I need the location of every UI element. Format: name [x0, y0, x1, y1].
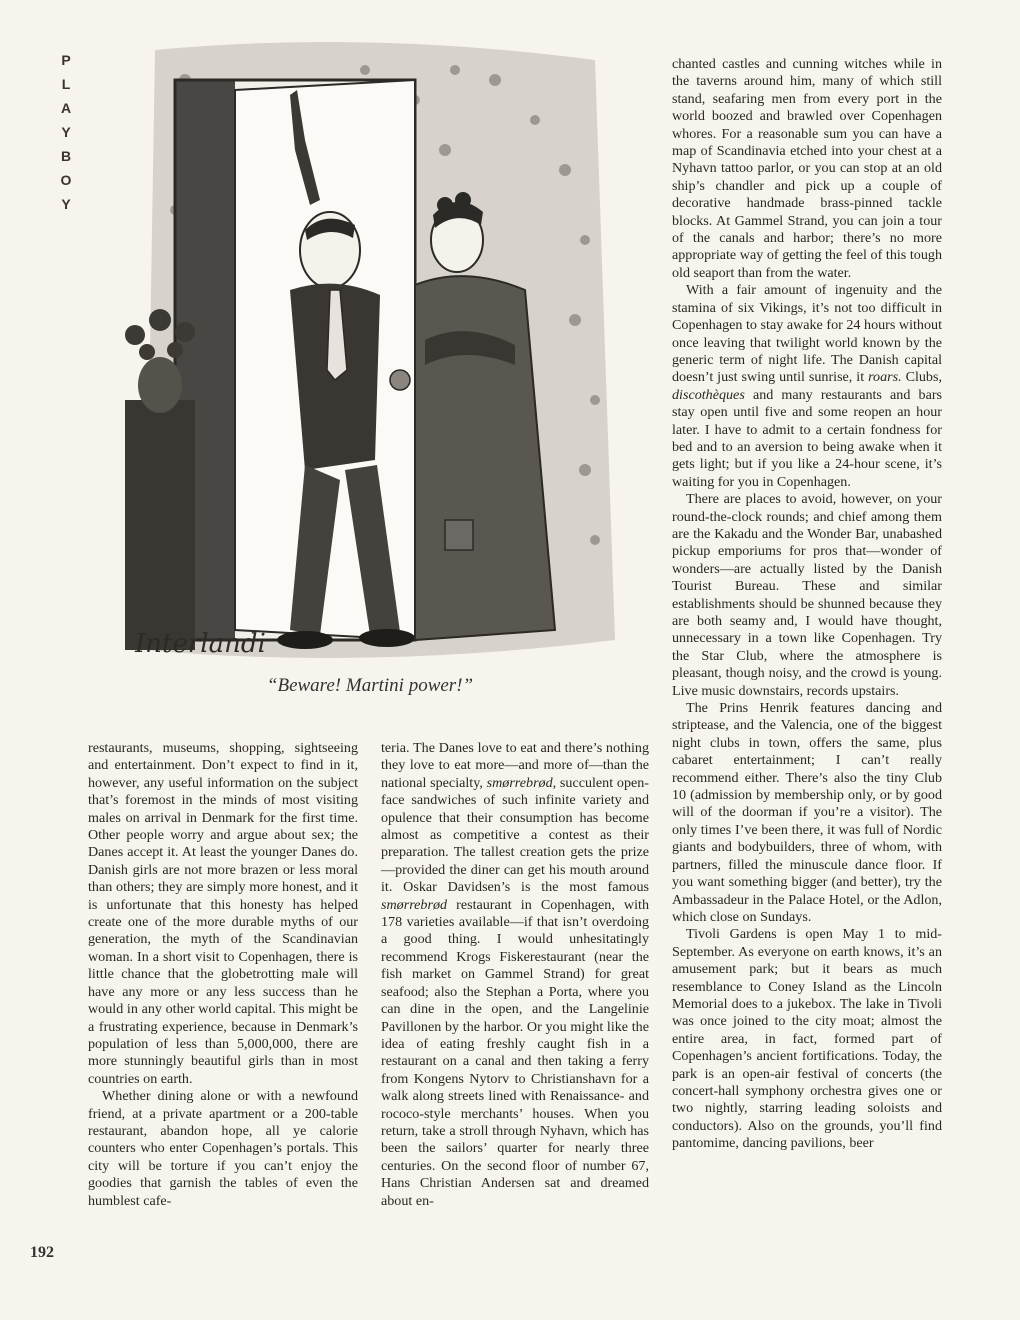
text-run: restaurant in Copenhagen, with 178 varieties available—if that isn’t overdoing a good thing. I would unhesitatingly recommend Krogs Fiskerestaurant (near the fish market on Gammel Strand) for great seafood; also the Stephan a Porta, where you can dine in the open, and the Langelinie Pavillonen by the harbor. Or you might like the idea of eating freshly caught fish in a restaurant on a canal and then taking a ferry from Kongens Nytorv to Christianshavn for a walk along streets lined with Renaissance- and rococo-style merchants’ houses. When you return, take a stroll through Nyhavn, which has been the sailors’ quarter for nearly three centuries. On the second floor of number 67, Hans Christian Andersen sat and dreamed about en- [381, 896, 649, 1209]
running-head [55, 48, 77, 216]
running-head-letter: Y [61, 196, 71, 212]
paragraph: Whether dining alone or with a newfound friend, at a private apartment or a 200-table restaurant, abandon hope, all ye calorie counters who enter Copenhagen’s portals. This city will be torture if you can’t enjoy the goodies that garnish the tables of even the humblest cafe- [88, 1088, 358, 1209]
text-run: Clubs, [901, 369, 942, 386]
text-run: and many restaurants and bars stay open until five and some reopen an hour later. I have to admit to a certain fondness for bed and to an aversion to being awake when it gets light; but if you like a 24-hour scene, it’s waiting for you in Copenhagen. [672, 386, 942, 490]
artist-signature: Interlandi [135, 629, 266, 659]
page-number: 192 [30, 1244, 54, 1261]
italic-term: smørrebrød, [486, 774, 557, 791]
cartoon-illustration [115, 40, 625, 680]
running-head-letter: A [60, 100, 72, 116]
article-column-3 [672, 56, 942, 1153]
vase [138, 357, 182, 413]
paragraph [672, 282, 942, 491]
paragraph [381, 740, 649, 1210]
paragraph: Tivoli Gardens is open May 1 to mid-September. As everyone on earth knows, it’s an amusement park; but it bears as much resemblance to Coney Island as the Lincoln Memorial does to a jukebox. The lake in Tivoli was once joined to the city moat; almost the entire area, in fact, formed part of Copenhagen’s ancient fortifications. Today, the park is an open-air festival of concerts (the concert-hall symphony orchestra gives one or two nightly, starring leading soloists and conductors). Also on the grounds, you’ll find pantomime, dancing pavilions, beer [672, 926, 942, 1152]
paragraph: There are places to avoid, however, on your round-the-clock rounds; and chief among them are the Kakadu and the Wonder Bar, unabashed pickup emporiums for pros that—wonder of wonders—are actually listed by the Danish Tourist Bureau. These and similar establishments should be shunned because they are both seamy and, I would have thought, unnecessary in a town like Copenhagen. Try the Star Club, where the atmosphere is pleasant, though noisy, and the crowd is young. Live music downstairs, records upstairs. [672, 491, 942, 699]
paragraph: chanted castles and cunning witches while in the taverns around him, many of which still stand, seafaring men from every port in the world boozed and brawled over Copenhagen whores. For a reasonable sum you can have a map of Scandinavia etched into your chest at a Nyhavn tattoo parlor, or you can stop at an old ship’s chandler and pick up a couple of decorative handmade brass-pinned tackle blocks. At Gammel Strand, you can join a tour of the canals and harbor; there’s no more appropriate way of getting the feel of this tough old seaport than from the water. [672, 56, 942, 281]
paragraph: The Prins Henrik features dancing and striptease, and the Valencia, one of the biggest night clubs in town, offers the same, plus cabaret entertainment; I can’t really recommend either. There’s also the tiny Club 10 (admission by membership only, or by good will of the doorman if you’re a visitor). The only times I’ve been there, it was full of Nordic giants and bodybuilders, three of whom, with partners, filled the minuscule dance floor. If you want something bigger (and better), try the Ambassadeur in the Palace Hotel, or the Adlon, which close on Sundays. [672, 700, 942, 925]
side-table [125, 400, 195, 650]
article-column-2 [381, 740, 649, 1210]
cartoon-caption: “Beware! Martini power!” [266, 675, 474, 696]
text-run: succulent open-face sandwiches of such infinite variety and opulence that their consumption has become almost as competitive a contest as their preparation. The tallest creation gets the prize—provided the diner can get his mouth around it. Oskar Davidsen’s is the most famous [381, 774, 649, 896]
paragraph: restaurants, museums, shopping, sightseeing and entertainment. Don’t expect to find in it, however, any useful information on the subject that’s foremost in the minds of most visiting males on arrival in Denmark for the first time. Other people worry and argue about sex; the Danes accept it. At least the younger Danes do. Danish girls are not more brazen or less moral than others; they are simply more honest, and it is unfortunate that this honesty has helped create one of the more durable myths of our generation, the myth of the Scandinavian woman. In a short visit to Copenhagen, there is little chance that the globetrotting male will have any more or any less success than he would in any other world capital. This might be a frustrating experience, because in Denmark’s population of less than 5,000,000, there are more stunningly beautiful girls than in most countries on earth. [88, 740, 358, 1087]
italic-term: roars. [868, 369, 902, 386]
text-run: With a fair amount of ingenuity and the stamina of six Vikings, it’s not too difficult in Copenhagen to stay awake for 24 hours without once leaving that twilight world known by the generic term of night life. The Danish capital doesn’t just swing until sunrise, it [672, 282, 942, 386]
running-head-letter: L [61, 76, 71, 92]
running-head-letter: O [60, 172, 72, 188]
italic-term: discothèques [672, 386, 745, 403]
text-run: teria. The Danes love to eat and there’s nothing they love to eat more—and more of—than the national specialty, [381, 740, 649, 791]
running-head-letter: B [60, 148, 72, 164]
running-head-letter: Y [61, 124, 71, 140]
article-column-1 [88, 740, 358, 1210]
running-head-letter: P [61, 52, 71, 68]
italic-term: smørrebrød [381, 896, 448, 913]
